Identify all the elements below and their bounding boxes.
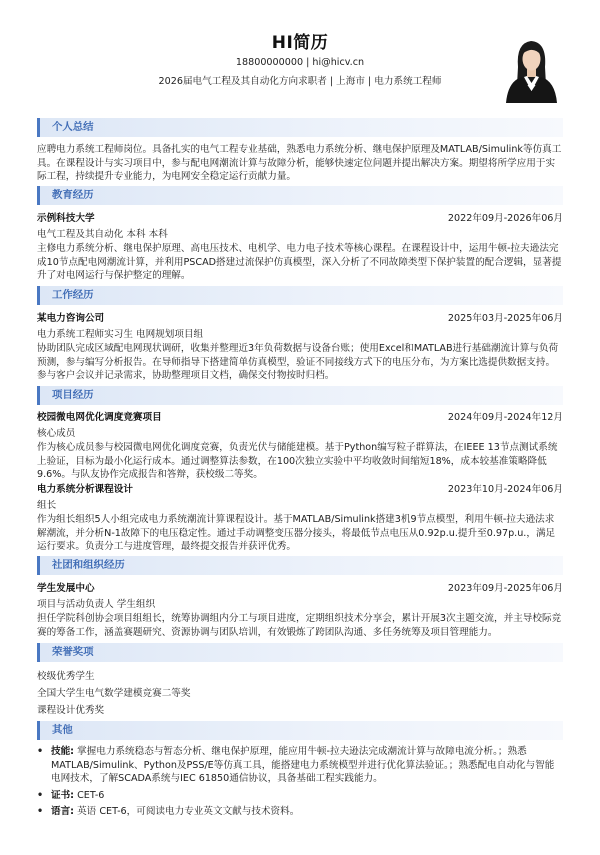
bullet-dot: •: [37, 790, 44, 801]
section-title: 荣誉奖项: [52, 646, 94, 658]
project-name: 校园微电网优化调度竞赛项目: [37, 412, 162, 423]
education-major: 电气工程及其自动化 本科 本科: [37, 229, 168, 240]
organization-name: 学生发展中心: [37, 583, 95, 594]
section-header-education: [37, 186, 563, 205]
education-date: 2022年09月-2026年06月: [447, 213, 563, 224]
other-item-value: 掌握电力系统稳态与暂态分析、继电保护原理，能应用牛顿-拉夫逊法完成潮流计算与故障电流分析。；熟悉MATLAB/Simulink、Python及PSS/E等仿真工具，能搭建电力系统模型并进行优化算法验证。；熟悉配电自动化与智能电网技术，了解SCADA系统与IEC 61850通信协议，具备基础工程实践能力。: [51, 746, 555, 785]
project-role: 核心成员: [37, 428, 76, 439]
section-title: 教育经历: [52, 189, 94, 201]
project-description: 作为组长组织5人小组完成电力系统潮流计算课程设计。基于MATLAB/Simulink搭建3机9节点模型，利用牛顿-拉夫逊法求解潮流，并分析N-1故障下的电压稳定性。通过手动调整变压器分接头，将最低节点电压从0.92p.u.提升至0.97p.u.，满足运行要求。负责分工与进度管理，最终提交报告并获评优秀。: [37, 514, 556, 553]
campus-role: 项目与活动负责人 学生组织: [37, 599, 156, 610]
other-item-key: 语言:: [51, 806, 75, 817]
other-item-key: 技能:: [51, 746, 75, 757]
section-header-campus: [37, 556, 563, 575]
section-title: 社团和组织经历: [52, 559, 125, 571]
bullet-dot: •: [37, 806, 44, 817]
section-header-summary: [37, 118, 563, 137]
section-header-other: [37, 721, 563, 740]
section-header-projects: [37, 386, 563, 405]
honor-item: 校级优秀学生: [37, 671, 95, 682]
section-header-honors: [37, 643, 563, 662]
work-entry-header: [37, 310, 563, 324]
education-entry-header: [37, 210, 563, 224]
project-role: 组长: [37, 500, 57, 511]
section-title: 其他: [52, 724, 73, 736]
work-date: 2025年03月-2025年06月: [447, 313, 563, 324]
project-date: 2024年09月-2024年12月: [447, 412, 563, 423]
section-title: 个人总结: [52, 121, 94, 133]
campus-description: 担任学院科创协会项目组组长，统筹协调组内分工与项目进度，定期组织技术分享会，累计开展3次主题交流，并主导校际竞赛的筹备工作，涵盖赛题研究、资源协调与团队培训，有效锻炼了跨团队沟通、多任务统筹及项目管理能力。: [37, 613, 562, 638]
campus-date: 2023年09月-2025年06月: [447, 583, 563, 594]
work-role: 电力系统工程师实习生 电网规划项目组: [37, 329, 204, 340]
job-intent-line: 2026届电气工程及其自动化方向求职者 | 上海市 | 电力系统工程师: [158, 76, 442, 87]
section-header-work: [37, 286, 563, 305]
other-item-value: 英语 CET-6，可阅读电力专业英文文献与技术资料。: [77, 806, 300, 817]
project-name: 电力系统分析课程设计: [37, 484, 133, 495]
project-entry-header: [37, 481, 563, 495]
bullet-dot: •: [37, 746, 44, 757]
resume-name: HI简历: [271, 33, 329, 53]
honor-item: 全国大学生电气数学建模竞赛二等奖: [37, 688, 191, 699]
education-description: 主修电力系统分析、继电保护原理、高电压技术、电机学、电力电子技术等核心课程。在课程设计中，运用牛顿-拉夫逊法完成10节点配电网潮流计算，并利用PSCAD搭建过流保护仿真模型，深入分析了不同故障类型下保护装置的配合逻辑，显著提升了对电网运行与保护整定的理解。: [37, 243, 562, 282]
profile-photo: [500, 33, 563, 103]
other-item-value: CET-6: [77, 790, 105, 801]
other-item-body: [51, 805, 563, 819]
project-description: 作为核心成员参与校园微电网优化调度竞赛，负责光伏与储能建模。基于Python编写粒子群算法，在IEEE 13节点测试系统上验证，目标为最小化运行成本。通过调整算法参数，在100次独立实验中平均收敛时间缩短18%，成本较基准策略降低9.6%。与队友协作完成报告和答辩，获校级二等奖。: [37, 442, 558, 481]
school-name: 示例科技大学: [37, 213, 95, 224]
section-title: 工作经历: [52, 289, 94, 301]
project-entry-header: [37, 409, 563, 423]
project-date: 2023年10月-2024年06月: [447, 484, 563, 495]
company-name: 某电力咨询公司: [37, 313, 105, 324]
other-item-body: [51, 789, 563, 803]
other-item-body: [51, 745, 563, 786]
section-title: 项目经历: [52, 389, 94, 401]
summary-text: 应聘电力系统工程师岗位。具备扎实的电气工程专业基础，熟悉电力系统分析、继电保护原理及MATLAB/Simulink等仿真工具。在课程设计与实习项目中，参与配电网潮流计算与故障分析，能够快速定位问题并提出解决方案。期望将所学应用于实际工程，持续提升专业能力，为电网安全稳定运行贡献力量。: [37, 144, 562, 183]
honor-item: 课程设计优秀奖: [37, 705, 105, 716]
campus-entry-header: [37, 580, 563, 594]
contact-line: 18800000000 | hi@hicv.cn: [235, 57, 365, 68]
work-description: 协助团队完成区域配电网现状调研，收集并整理近3年负荷数据与设备台账；使用Excel和MATLAB进行基础潮流计算与负荷预测，参与编写分析报告。在导师指导下搭建简单仿真模型，验证不同接线方式下的电压分布，为方案比选提供数据支持。参与客户会议并记录需求，协助整理项目文档，确保交付物按时归档。: [37, 343, 559, 382]
other-item-key: 证书:: [51, 790, 75, 801]
